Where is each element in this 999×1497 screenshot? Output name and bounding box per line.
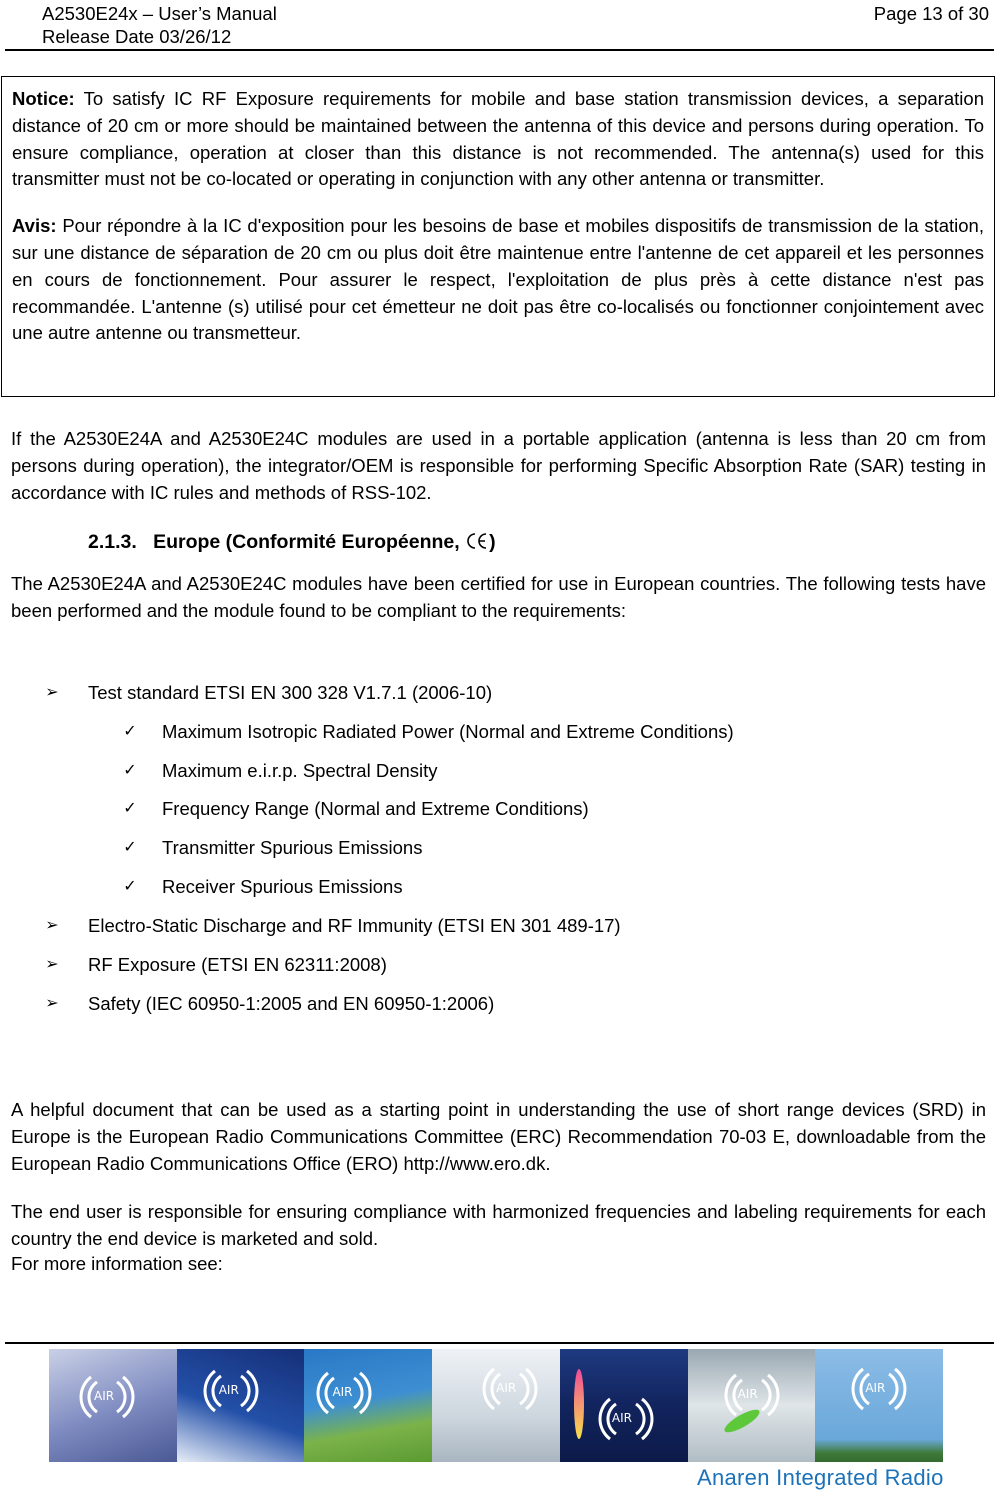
erc-paragraph: A helpful document that can be used as a starting point in understanding the use of short range devices (SRD) in Europe is the European Radio Communications Committee (ERC) Recommendation 70-03 E, downloadable from the European Radio Communications Office (ERO) http://www.ero.dk. (11, 1099, 986, 1174)
section-heading (88, 528, 496, 556)
banner-tile-windsurfer (560, 1349, 688, 1462)
avis-text: Pour répondre à la IC d'exposition pour les besoins de base et mobiles dispositifs de transmission de la station, sur une distance de séparation de 20 cm ou plus doit être maintenue entre l'antenne de cet appareil et les personnes en cours de fonctionnement. Pour assurer le respect, l'exploitation de plus près à cette distance n'est pas recommandée. L'antenne (s) utilisé pour cet émetteur ne doit pas être co-localisés ou fonctionner conjointement avec une autre antenne ou transmetteur. (12, 215, 984, 344)
banner-tile-kayaker (688, 1349, 816, 1462)
release-date: Release Date 03/26/12 (42, 26, 232, 47)
section-number: 2.1.3. (88, 531, 137, 553)
air-label: AIR (611, 1411, 632, 1425)
list-item-test-standard: ➢ Test standard ETSI EN 300 328 V1.7.1 (2006-10) (88, 681, 492, 705)
notice-text: To satisfy IC RF Exposure requirements for mobile and base station transmission devices, a separation distance of 20 cm or more should be maintained between the antenna of this device and persons during operation. To ensure compliance, operation at closer than this distance is not recommended. The antenna(s) used for this transmitter must not be co-located or operating in conjunction with any other antenna or transmitter. (12, 88, 984, 190)
end-user-paragraph: The end user is responsible for ensuring compliance with harmonized frequencies and labeling requirements for each country the end device is marketed and sold. (11, 1201, 986, 1249)
air-label: AIR (496, 1381, 517, 1395)
footer-banner (49, 1349, 943, 1462)
checkmark-icon: ✓ (123, 800, 137, 817)
notice-box (1, 76, 995, 397)
arrow-bullet-icon: ➢ (45, 995, 59, 1012)
avis-label: Avis: (12, 215, 57, 237)
notice-french (12, 213, 984, 347)
document-title: A2530E24x – User’s Manual (42, 3, 277, 24)
air-label: AIR (332, 1385, 353, 1399)
header-divider (5, 49, 994, 51)
list-item-sub: ✓ Maximum e.i.r.p. Spectral Density (162, 759, 438, 783)
header-left (42, 2, 277, 48)
arrow-bullet-icon: ➢ (45, 917, 59, 934)
ce-mark-icon (465, 532, 489, 550)
banner-tile-inline-skater (815, 1349, 943, 1462)
checkmark-icon: ✓ (123, 878, 137, 895)
list-item-esd: ➢ Electro-Static Discharge and RF Immunity (ETSI EN 301 489-17) (88, 914, 621, 938)
air-label: AIR (94, 1389, 115, 1403)
sail-shape (574, 1369, 584, 1439)
banner-tile-skier (177, 1349, 305, 1462)
section-close: ) (489, 531, 496, 553)
notice-label: Notice: (12, 88, 75, 109)
air-label: AIR (218, 1383, 239, 1397)
checkmark-icon: ✓ (123, 839, 137, 856)
page-header (0, 0, 999, 52)
banner-tile-snowboarder (432, 1349, 560, 1462)
list-item-sub: ✓ Receiver Spurious Emissions (162, 875, 403, 899)
list-item-sub: ✓ Maximum Isotropic Radiated Power (Normal and Extreme Conditions) (162, 720, 734, 744)
banner-tile-skateboarder (49, 1349, 177, 1462)
checkmark-icon: ✓ (123, 723, 137, 740)
list-item-sub: ✓ Transmitter Spurious Emissions (162, 836, 422, 860)
checkmark-icon: ✓ (123, 762, 137, 779)
arrow-bullet-icon: ➢ (45, 684, 59, 701)
air-label: AIR (865, 1381, 886, 1395)
list-item-safety: ➢ Safety (IEC 60950-1:2005 and EN 60950-1:2006) (88, 992, 494, 1016)
air-label: AIR (737, 1387, 758, 1401)
sar-paragraph: If the A2530E24A and A2530E24C modules are used in a portable application (antenna is less than 20 cm from persons during operation), the integrator/OEM is responsible for performing Specific Absorption Rate (SAR) testing in accordance with IC rules and methods of RSS-102. (11, 428, 986, 503)
notice-english (12, 86, 984, 193)
more-info-text: For more information see: (11, 1253, 223, 1274)
arrow-bullet-icon: ➢ (45, 956, 59, 973)
banner-tile-cyclist (304, 1349, 432, 1462)
section-title-text: Europe (Conformité Européenne, (153, 531, 466, 553)
page-number: Page 13 of 30 (873, 3, 989, 24)
footer-divider (5, 1342, 994, 1344)
ce-paragraph: The A2530E24A and A2530E24C modules have been certified for use in European countries. The following tests have been performed and the module found to be compliant to the requirements: (11, 573, 986, 621)
list-item-sub: ✓ Frequency Range (Normal and Extreme Conditions) (162, 797, 589, 821)
list-item-rf-exposure: ➢ RF Exposure (ETSI EN 62311:2008) (88, 953, 387, 977)
brand-name: Anaren Integrated Radio (697, 1465, 944, 1490)
